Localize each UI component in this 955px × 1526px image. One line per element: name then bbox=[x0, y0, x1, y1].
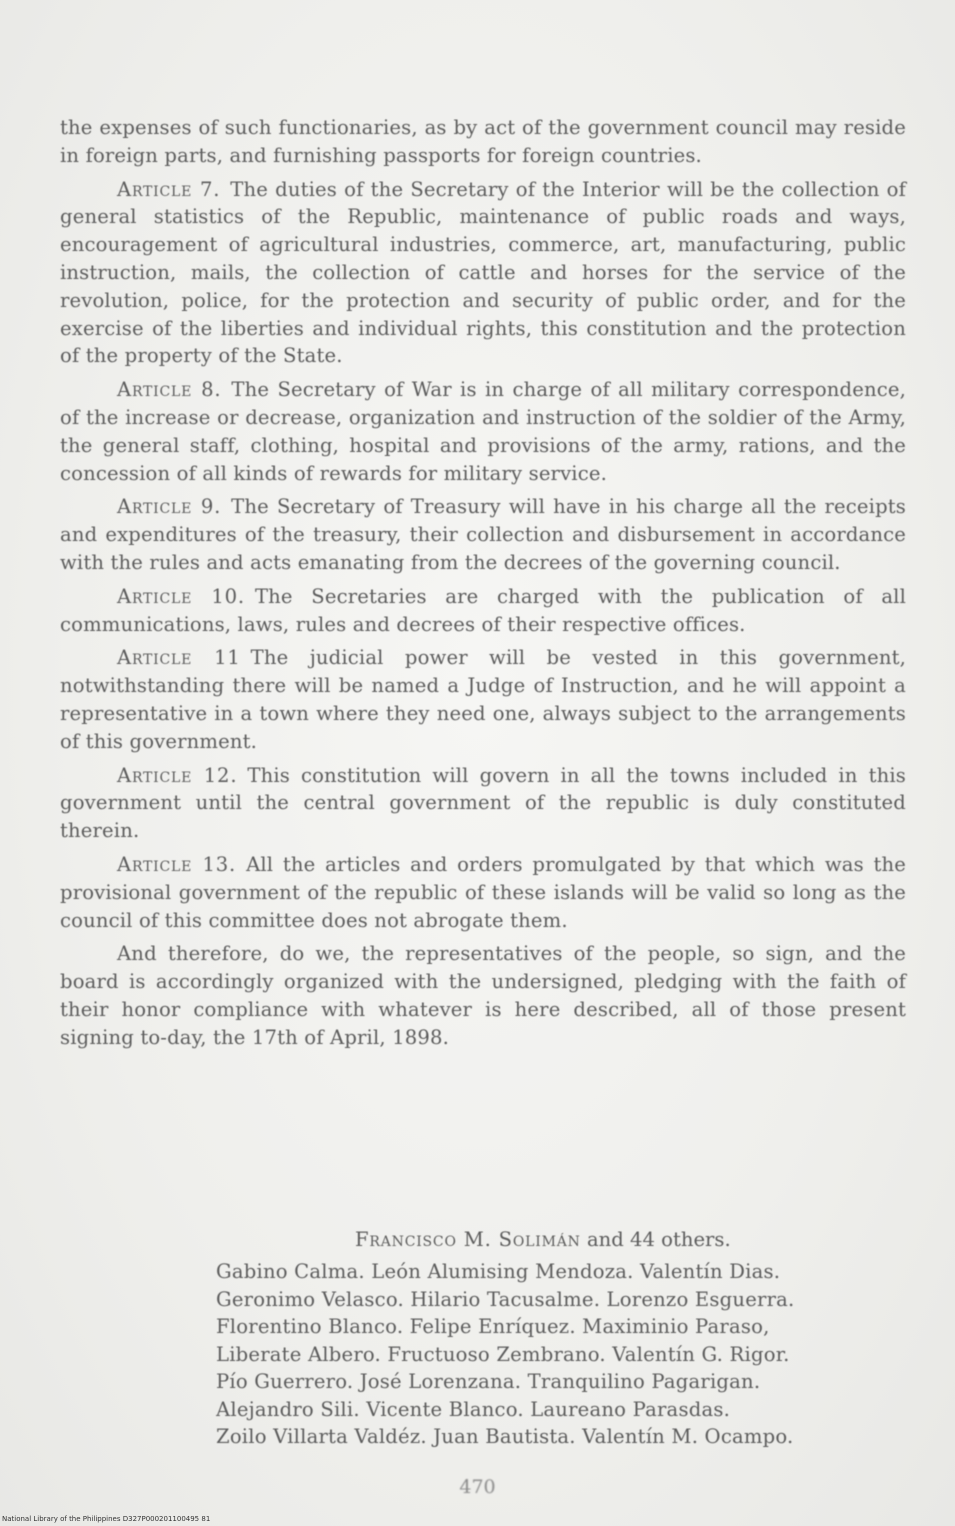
article-label: Article 8. bbox=[117, 378, 222, 402]
article-text: The Secretary of Treasury will have in his charge all the receipts and expenditures of the treasury, their collection and disbursement in accordance with the rules and acts emanating from the decrees of the governing council. bbox=[60, 495, 906, 574]
article-text: All the articles and orders promulgated by that which was the provisional government of the republic of these islands will be valid so long as the council of this committee does not abrogate them. bbox=[60, 852, 907, 932]
article-label: Article 9. bbox=[117, 495, 222, 519]
intro-paragraph: the expenses of such functionaries, as by act of the government council may reside in foreign parts, and furnishing passports for foreign countries. bbox=[60, 116, 906, 167]
signers-line: Geronimo Velasco. Hilario Tacusalme. Lorenzo Esguerra. bbox=[216, 1287, 795, 1311]
article-label: Article 12. bbox=[117, 763, 238, 787]
article-text: The duties of the Secretary of the Interior will be the collection of general statistics of the Republic, maintenance of public roads and ways, encouragement of agricultural industries, commerce, art, manufacturing, public instruction, mails, the collection of cattle and horses for the service of the revolution, police, for the protection and security of public order, and for the exercise of the liberties and individual rights, this constitution and the protection of the property of the State. bbox=[60, 177, 906, 368]
article-label: Article 7. bbox=[117, 177, 221, 201]
article-12 bbox=[60, 762, 906, 845]
article-label: Article 11 bbox=[117, 646, 241, 670]
body-text bbox=[60, 114, 906, 1058]
article-label: Article 13. bbox=[117, 852, 237, 876]
page-number: 470 bbox=[459, 1476, 496, 1498]
article-text: The Secretary of War is in charge of all military correspondence, of the increase or decrease, organization and instruction of the soldier of the Army, the general staff, clothing, hospital and provisions of the army, rations, and the concession of all kinds of rewards for military service. bbox=[60, 378, 906, 485]
signers-line: Zoilo Villarta Valdéz. Juan Bautista. Valentín M. Ocampo. bbox=[216, 1425, 794, 1448]
signers-line: Florentino Blanco. Felipe Enríquez. Maximinio Paraso, bbox=[216, 1315, 770, 1338]
article-11 bbox=[60, 644, 906, 755]
signers-line: Alejandro Sili. Vicente Blanco. Laureano Parasdas. bbox=[216, 1397, 731, 1421]
article-7 bbox=[60, 176, 906, 371]
signers-line: Gabino Calma. León Alumising Mendoza. Valentín Dias. bbox=[216, 1260, 781, 1283]
signers-line: Pío Guerrero. José Lorenzana. Tranquilino Pagarigan. bbox=[216, 1370, 761, 1393]
article-10 bbox=[60, 583, 906, 639]
article-text: The judicial power will be vested in this government, notwithstanding there will be named a Judge of Instruction, and he will appoint a representative in a town where they need one, always subject to the arrangements of this government. bbox=[60, 646, 906, 753]
article-9 bbox=[60, 493, 906, 576]
signatory-line bbox=[355, 1228, 731, 1251]
article-text: The Secretaries are charged with the publication of all communications, laws, rules and decrees of their respective offices. bbox=[60, 584, 906, 636]
article-13 bbox=[60, 851, 906, 934]
signers-list bbox=[216, 1258, 906, 1451]
signatory-name: Francisco M. Solimán bbox=[355, 1228, 581, 1251]
closing-paragraph: And therefore, do we, the representatives of the people, so sign, and the board is accordingly organized with the undersigned, pledging with the faith of their honor compliance with whatever is here described, all of those present signing to-day, the 17th of April, 1898. bbox=[60, 942, 906, 1049]
footer-archive-id: National Library of the Philippines D327P000201100495 81 bbox=[2, 1515, 211, 1523]
article-text: This constitution will govern in all the towns included in this government until the central government of the republic is duly constituted therein. bbox=[60, 763, 906, 843]
article-8 bbox=[60, 376, 906, 487]
signers-line: Liberate Albero. Fructuoso Zembrano. Valentín G. Rigor. bbox=[216, 1342, 790, 1366]
signatory-suffix: and 44 others. bbox=[586, 1228, 731, 1251]
article-label: Article 10. bbox=[117, 584, 245, 608]
